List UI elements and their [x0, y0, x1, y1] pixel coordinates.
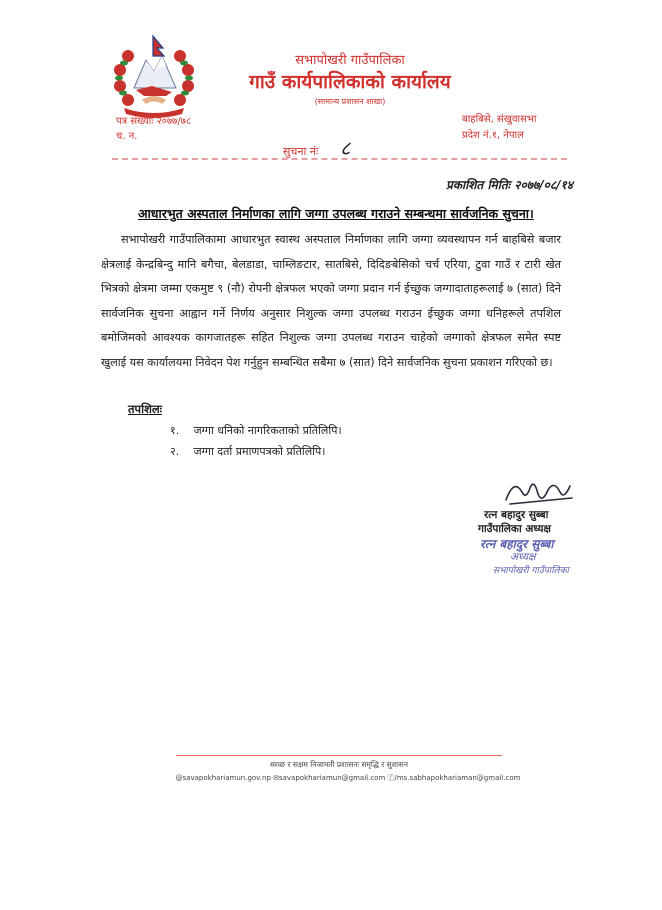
annex-item-text: जग्गा धनिको नागरिकताको प्रतिलिपि।: [193, 424, 342, 437]
header-divider: [112, 158, 567, 160]
national-emblem-logo: [106, 26, 202, 122]
footer-slogan: स्वच्छ र सक्षम निजामती प्रशासनः समृद्धि र सुशासन: [269, 760, 409, 769]
branch-name: (सामान्य प्रशासन शाखा): [314, 97, 386, 106]
signature-scrawl: [500, 474, 580, 510]
stamp-name: रत्न बहादुर सुब्बा: [480, 537, 554, 551]
annex-item-number: १.: [170, 424, 180, 437]
annex-label: तपशिलः: [128, 402, 163, 416]
reference-number: पत्र संख्याः २०७७/७८: [116, 116, 192, 127]
dispatch-number: च. न.: [116, 131, 138, 142]
notice-title: आधारभुत अस्पताल निर्माणका लागि जग्गा उपलब्ध गराउने सम्बन्धमा सार्वजनिक सुचना।: [138, 206, 534, 221]
footer-divider: [176, 755, 502, 756]
annex-item: [170, 444, 325, 459]
address-line-1: बाहबिसे, संखुवासभा: [462, 114, 537, 125]
annex-item-number: २.: [170, 445, 180, 458]
published-date: प्रकाशित मितिः २०७७/०८/१४: [446, 178, 573, 192]
notice-number-label: सुचना नंः: [283, 145, 319, 158]
stamp-title: अध्यक्ष: [510, 551, 536, 563]
body-paragraph: सभापोखरी गाउँपालिकामा आधारभुत स्वास्थ अस्पताल निर्माणका लागि जग्गा व्यवस्थापन गर्न बाहबिसे बजार क्षेत्रलाई केन्द्रबिन्दु मानि बगैचा, बेलडाडा, चाम्लिङटार, सातबिसे, दिदिङबेसिको चर्च एरिया, टुवा गाउँ र टारी खेत भित्रको क्षेत्रमा जम्मा एकमुष्ट ९ (नौ) रोपनी क्षेत्रफल भएको जग्गा प्रदान गर्न ईच्छुक जग्गादाताहरूलाई ७ (सात) दिने सार्वजनिक सुचना आह्वान गर्ने निर्णय अनुसार निशुल्क जग्गा उपलब्ध गराउन ईच्छुक जग्गा धनिहरूले तपशिल बमोजिमको आवश्यक कागजातहरू सहित निशुल्क जग्गा उपलब्ध गराउन चाहेको जग्गाको क्षेत्रफल समेत स्पष्ट खुलाई यस कार्यालयमा निवेदन पेश गर्नुहुन सम्बन्धित सबैमा ७ (सात) दिने सार्वजनिक सुचना प्रकाशन गरिएको छ।: [101, 233, 561, 369]
signatory-name: रत्न बहादुर सुब्बा: [484, 509, 549, 521]
stamp-office: सभापोखरी गाउँपालिका: [493, 566, 569, 576]
notice-number-handwritten: ८: [340, 136, 351, 160]
signatory-title: गाउँपालिका अध्यक्ष: [478, 523, 551, 535]
footer-contacts: @savapokhariamun.gov.np ✉savapokhariamun@gmail.com ⓕ/ms.sabhapokhariaman@gmail.com: [175, 774, 521, 782]
municipality-name: सभापोखरी गाउँपालिका: [295, 53, 405, 68]
annex-item: [170, 423, 342, 438]
annex-item-text: जग्गा दर्ता प्रमाणपत्रको प्रतिलिपि।: [193, 445, 326, 458]
office-name: गाउँ कार्यपालिकाको कार्यालय: [249, 71, 451, 93]
address-line-2: प्रदेश नं.१, नेपाल: [462, 130, 524, 141]
notice-body: [101, 228, 561, 375]
